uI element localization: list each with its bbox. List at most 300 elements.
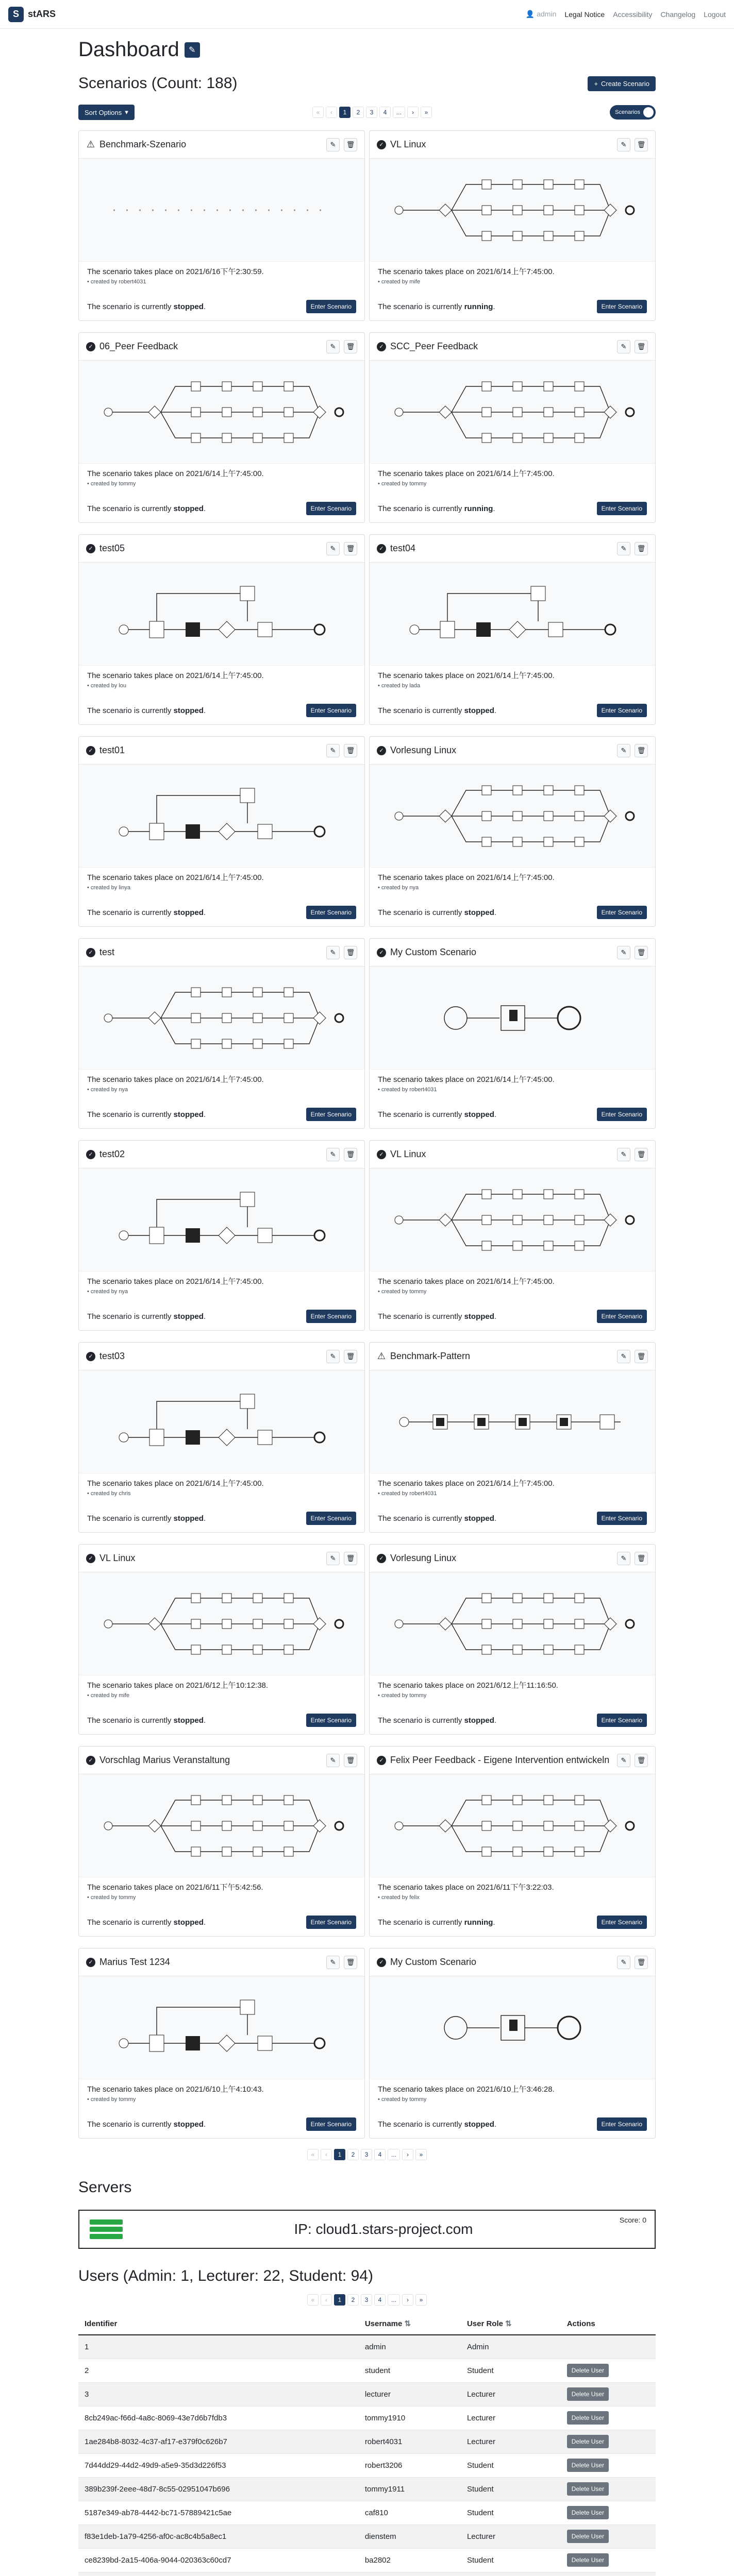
trash-icon: 🗑 — [346, 1756, 355, 1764]
user-actions — [561, 2501, 656, 2524]
scenario-creator: • created by tommy — [87, 481, 136, 487]
table-row — [78, 2430, 656, 2453]
scenario-time: The scenario takes place on 2021/6/10上午3:46:28. — [378, 2085, 555, 2094]
user-username: dienstem — [359, 2524, 461, 2548]
changelog-link[interactable]: Changelog — [660, 10, 696, 19]
page-link[interactable]: ... — [393, 107, 405, 118]
page-link[interactable]: › — [407, 107, 419, 118]
scenario-creator: • created by tommy — [378, 481, 427, 487]
edit-scenario-button[interactable] — [617, 1350, 630, 1363]
scenario-status: The scenario is currently stopped. — [87, 908, 206, 917]
edit-scenario-button[interactable] — [326, 744, 340, 757]
edit-scenario-button[interactable] — [617, 1552, 630, 1565]
edit-scenario-button[interactable] — [617, 946, 630, 959]
delete-scenario-button[interactable] — [344, 1148, 357, 1161]
scenario-creator: • created by nya — [87, 1087, 128, 1093]
user-identifier: f83e1deb-1a79-4256-af0c-ac8c4b5a8ec1 — [78, 2524, 359, 2548]
scenario-creator: • created by nya — [87, 1289, 128, 1295]
page-link[interactable]: « — [307, 2149, 319, 2160]
trash-icon: 🗑 — [346, 746, 355, 754]
delete-user-button[interactable]: Delete User — [567, 2530, 609, 2543]
enter-scenario-button[interactable]: Enter Scenario — [306, 2117, 356, 2131]
edit-scenario-button[interactable] — [326, 1956, 340, 1969]
toggle-knob — [643, 107, 654, 117]
user-role: Admin — [461, 2335, 561, 2359]
check-circle-icon: ✓ — [377, 140, 386, 149]
pencil-icon: ✎ — [621, 1150, 627, 1158]
scenario-pagination-bottom — [78, 2149, 656, 2160]
page-title: Dashboard ✎ — [78, 38, 656, 61]
user-username: tommy1911 — [359, 2477, 461, 2501]
user-actions — [561, 2548, 656, 2572]
scenario-diagram — [93, 1981, 351, 2074]
delete-user-button[interactable]: Delete User — [567, 2482, 609, 2496]
scenario-creator: • created by linya — [87, 885, 130, 891]
legal-notice-link[interactable]: Legal Notice — [564, 10, 605, 19]
warning-icon: ⚠ — [377, 1351, 386, 1361]
scenario-status: The scenario is currently stopped. — [378, 1514, 497, 1523]
user-actions — [561, 2430, 656, 2453]
page-link[interactable]: › — [402, 2149, 413, 2160]
page-link[interactable]: ‹ — [321, 2149, 332, 2160]
enter-scenario-button[interactable]: Enter Scenario — [306, 704, 356, 717]
scenario-card — [369, 1140, 656, 1331]
scenario-status: The scenario is currently stopped. — [87, 1110, 206, 1119]
pencil-icon: ✎ — [330, 1554, 336, 1562]
scenario-time: The scenario takes place on 2021/6/14上午7:45:00. — [87, 1479, 264, 1488]
enter-scenario-button[interactable]: Enter Scenario — [597, 2117, 647, 2131]
scenario-time: The scenario takes place on 2021/6/14上午7:45:00. — [87, 671, 264, 680]
delete-scenario-button[interactable] — [635, 542, 648, 555]
page-link[interactable]: 4 — [374, 2294, 386, 2306]
scenario-card — [78, 1746, 365, 1937]
check-circle-icon: ✓ — [86, 1958, 95, 1967]
enter-scenario-button[interactable]: Enter Scenario — [306, 1108, 356, 1121]
chevron-down-icon: ▾ — [125, 108, 128, 116]
scenario-card — [369, 130, 656, 321]
scenario-status: The scenario is currently stopped. — [87, 1716, 206, 1725]
trash-icon: 🗑 — [637, 140, 646, 148]
delete-scenario-button[interactable] — [344, 1754, 357, 1767]
scenario-status: The scenario is currently stopped. — [378, 1312, 497, 1321]
scenario-diagram — [383, 1174, 641, 1266]
scenario-card — [78, 534, 365, 725]
edit-scenario-button[interactable] — [617, 138, 630, 151]
scenario-card — [369, 332, 656, 523]
page-link[interactable]: » — [415, 2294, 427, 2306]
scenarios-toggle[interactable]: Scenarios — [610, 105, 656, 120]
scenario-status: The scenario is currently stopped. — [87, 504, 206, 513]
scenario-creator: • created by lou — [87, 683, 127, 689]
plus-icon: + — [594, 79, 598, 88]
pencil-icon: ✎ — [330, 342, 336, 350]
page-link[interactable]: ‹ — [326, 107, 337, 118]
scenario-creator: • created by chris — [87, 1490, 131, 1497]
servers-heading: Servers — [78, 2179, 132, 2196]
check-circle-icon: ✓ — [377, 1554, 386, 1563]
page-link[interactable]: « — [307, 2294, 319, 2306]
scenario-card — [78, 130, 365, 321]
edit-scenario-button[interactable] — [326, 1350, 340, 1363]
check-circle-icon: ✓ — [86, 1756, 95, 1765]
scenario-diagram — [93, 1780, 351, 1872]
scenario-diagram — [93, 568, 351, 660]
sort-icon: ⇅ — [404, 2319, 411, 2328]
trash-icon: 🗑 — [346, 140, 355, 148]
pencil-icon: ✎ — [330, 1958, 336, 1966]
user-identifier: 3 — [78, 2382, 359, 2406]
edit-scenario-button[interactable] — [617, 1956, 630, 1969]
table-row — [78, 2359, 656, 2382]
scenario-time: The scenario takes place on 2021/6/14上午7:45:00. — [87, 873, 264, 882]
scenario-creator: • created by tommy — [87, 1894, 136, 1901]
delete-scenario-button[interactable] — [344, 946, 357, 959]
users-pagination — [78, 2294, 656, 2306]
check-circle-icon: ✓ — [377, 1958, 386, 1967]
scenario-status: The scenario is currently stopped. — [87, 302, 206, 311]
scenario-diagram — [93, 770, 351, 862]
scenario-status: The scenario is currently stopped. — [87, 1312, 206, 1321]
check-circle-icon: ✓ — [377, 342, 386, 351]
user-identifier: 7d44dd29-44d2-49d9-a5e9-35d3d226f53 — [78, 2453, 359, 2477]
scenario-status: The scenario is currently running. — [378, 302, 495, 311]
trash-icon: 🗑 — [637, 1352, 646, 1360]
navbar — [0, 0, 734, 29]
enter-scenario-button[interactable]: Enter Scenario — [597, 704, 647, 717]
scenario-diagram-area — [370, 361, 655, 464]
table-row — [78, 2477, 656, 2501]
delete-scenario-button[interactable] — [635, 1350, 648, 1363]
scenario-time: The scenario takes place on 2021/6/12上午10:12:38. — [87, 1681, 269, 1690]
scenario-pagination — [312, 107, 432, 118]
scenario-creator: • created by robert4031 — [378, 1087, 437, 1093]
server-score: Score: 0 — [619, 2216, 646, 2224]
delete-scenario-button[interactable] — [635, 138, 648, 151]
scenario-status: The scenario is currently stopped. — [87, 1514, 206, 1523]
user-username: tommy1910 — [359, 2406, 461, 2430]
delete-scenario-button[interactable] — [635, 744, 648, 757]
scenario-card — [78, 1342, 365, 1533]
delete-user-button[interactable]: Delete User — [567, 2364, 609, 2377]
enter-scenario-button[interactable]: Enter Scenario — [597, 502, 647, 515]
scenario-card — [369, 534, 656, 725]
check-circle-icon: ✓ — [86, 948, 95, 957]
page-link[interactable]: » — [421, 107, 432, 118]
user-username: caf810 — [359, 2501, 461, 2524]
user-role: Lecturer — [461, 2524, 561, 2548]
enter-scenario-button[interactable]: Enter Scenario — [306, 1512, 356, 1525]
enter-scenario-button[interactable]: Enter Scenario — [306, 906, 356, 919]
scenario-title: 06_Peer Feedback — [99, 341, 178, 351]
pencil-icon: ✎ — [621, 1756, 627, 1764]
user-role: Lecturer — [461, 2430, 561, 2453]
delete-scenario-button[interactable] — [635, 340, 648, 353]
enter-scenario-button[interactable]: Enter Scenario — [597, 1916, 647, 1929]
scenario-card — [78, 1140, 365, 1331]
delete-scenario-button[interactable] — [344, 744, 357, 757]
user-identifier: 389b239f-2eee-48d7-8c55-02951047b696 — [78, 2477, 359, 2501]
enter-scenario-button[interactable]: Enter Scenario — [306, 300, 356, 313]
scenario-title: Vorlesung Linux — [390, 745, 457, 755]
edit-dashboard-button[interactable]: ✎ — [185, 42, 200, 58]
user-identifier — [78, 2572, 359, 2576]
delete-scenario-button[interactable] — [344, 1350, 357, 1363]
user-actions — [561, 2335, 656, 2359]
scenario-creator: • created by robert4031 — [378, 1490, 437, 1497]
brand[interactable] — [8, 7, 56, 22]
enter-scenario-button[interactable]: Enter Scenario — [597, 1108, 647, 1121]
trash-icon: 🗑 — [637, 1756, 646, 1764]
scenario-status: The scenario is currently stopped. — [378, 1110, 497, 1119]
enter-scenario-button[interactable]: Enter Scenario — [306, 502, 356, 515]
edit-scenario-button[interactable] — [326, 1754, 340, 1767]
page-link[interactable]: 1 — [334, 2294, 345, 2306]
page-link[interactable]: ‹ — [321, 2294, 332, 2306]
scenario-title: Marius Test 1234 — [99, 1957, 170, 1967]
column-identifier[interactable]: Identifier — [78, 2313, 359, 2335]
scenario-time: The scenario takes place on 2021/6/14上午7:45:00. — [378, 267, 555, 276]
page-link[interactable]: ... — [388, 2294, 400, 2306]
page-link[interactable]: 3 — [366, 107, 377, 118]
delete-user-button[interactable]: Delete User — [567, 2553, 609, 2567]
pencil-icon: ✎ — [330, 1150, 336, 1158]
scenario-diagram — [93, 972, 351, 1064]
scenario-time: The scenario takes place on 2021/6/14上午7:45:00. — [87, 1075, 264, 1084]
user-role: Student — [461, 2477, 561, 2501]
pencil-icon: ✎ — [330, 544, 336, 552]
trash-icon: 🗑 — [346, 342, 355, 350]
brand-name: stARS — [28, 9, 56, 19]
scenario-creator: • created by nya — [378, 885, 419, 891]
edit-scenario-button[interactable] — [617, 744, 630, 757]
user-actions — [561, 2382, 656, 2406]
delete-scenario-button[interactable] — [344, 1552, 357, 1565]
enter-scenario-button[interactable]: Enter Scenario — [597, 300, 647, 313]
scenario-creator: • created by tommy — [378, 2096, 427, 2103]
scenario-diagram — [93, 1174, 351, 1266]
user-username: lecturer — [359, 2382, 461, 2406]
user-actions — [561, 2524, 656, 2548]
scenario-title: test03 — [99, 1351, 125, 1361]
logout-link[interactable]: Logout — [704, 10, 726, 19]
scenario-diagram — [383, 972, 641, 1064]
scenario-diagram-area — [79, 1370, 364, 1473]
table-row — [78, 2406, 656, 2430]
scenario-diagram-area — [79, 361, 364, 464]
enter-scenario-button[interactable]: Enter Scenario — [306, 1916, 356, 1929]
scenario-status: The scenario is currently stopped. — [378, 2120, 497, 2129]
scenario-card — [369, 1948, 656, 2139]
scenario-time: The scenario takes place on 2021/6/14上午7:45:00. — [378, 1277, 555, 1286]
scenario-diagram — [93, 164, 351, 257]
enter-scenario-button[interactable]: Enter Scenario — [597, 1714, 647, 1727]
scenario-creator: • created by robert4031 — [87, 279, 146, 285]
scenario-diagram — [93, 366, 351, 459]
pencil-icon: ✎ — [330, 746, 336, 754]
page-link[interactable]: 2 — [347, 2149, 359, 2160]
users-table — [78, 2313, 656, 2576]
trash-icon: 🗑 — [346, 1958, 355, 1966]
check-circle-icon: ✓ — [86, 342, 95, 351]
scenario-status: The scenario is currently stopped. — [378, 908, 497, 917]
edit-scenario-button[interactable] — [326, 1148, 340, 1161]
page-link[interactable]: 4 — [374, 2149, 386, 2160]
scenario-status: The scenario is currently running. — [378, 504, 495, 513]
scenario-creator: • created by tommy — [87, 2096, 136, 2103]
page-link[interactable]: ... — [388, 2149, 400, 2160]
table-row — [78, 2453, 656, 2477]
pencil-icon: ✎ — [621, 1352, 627, 1360]
scenario-time: The scenario takes place on 2021/6/14上午7:45:00. — [87, 469, 264, 478]
scenario-time: The scenario takes place on 2021/6/14上午7:45:00. — [378, 671, 555, 680]
column-user-role[interactable]: User Role ⇅ — [461, 2313, 561, 2335]
page-link[interactable]: 3 — [361, 2149, 372, 2160]
check-circle-icon: ✓ — [86, 746, 95, 755]
page-link[interactable]: « — [312, 107, 324, 118]
user-username: ba2802 — [359, 2548, 461, 2572]
scenario-status: The scenario is currently stopped. — [378, 706, 497, 715]
scenario-title: test05 — [99, 543, 125, 553]
page-link[interactable]: 2 — [347, 2294, 359, 2306]
page-link[interactable]: › — [402, 2294, 413, 2306]
table-row — [78, 2572, 656, 2576]
enter-scenario-button[interactable]: Enter Scenario — [306, 1714, 356, 1727]
delete-user-button[interactable]: Delete User — [567, 2506, 609, 2519]
scenario-status: The scenario is currently stopped. — [87, 1918, 206, 1927]
scenario-diagram-area — [370, 1572, 655, 1675]
pencil-icon: ✎ — [330, 1756, 336, 1764]
page-link[interactable]: 2 — [353, 107, 364, 118]
delete-scenario-button[interactable] — [344, 542, 357, 555]
scenario-time: The scenario takes place on 2021/6/14上午7:45:00. — [378, 469, 555, 478]
delete-scenario-button[interactable] — [344, 1956, 357, 1969]
scenario-diagram-area — [79, 159, 364, 262]
edit-scenario-button[interactable] — [326, 138, 340, 151]
scenario-diagram-area — [370, 1774, 655, 1877]
create-scenario-button[interactable]: + Create Scenario — [588, 76, 656, 91]
scenario-diagram-area — [79, 765, 364, 868]
scenario-card — [369, 1342, 656, 1533]
delete-scenario-button[interactable] — [635, 1956, 648, 1969]
delete-user-button[interactable]: Delete User — [567, 2459, 609, 2472]
scenario-time: The scenario takes place on 2021/6/11下午5:42:56. — [87, 1883, 263, 1892]
enter-scenario-button[interactable]: Enter Scenario — [597, 1310, 647, 1323]
scenario-creator: • created by felix — [378, 1894, 420, 1901]
pencil-icon: ✎ — [621, 1958, 627, 1966]
delete-scenario-button[interactable] — [344, 340, 357, 353]
scenario-creator: • created by mife — [87, 1692, 130, 1699]
scenario-time: The scenario takes place on 2021/6/14上午7:45:00. — [378, 1075, 555, 1084]
table-row — [78, 2335, 656, 2359]
trash-icon: 🗑 — [637, 746, 646, 754]
page-link[interactable]: 4 — [379, 107, 391, 118]
scenario-diagram-area — [370, 159, 655, 262]
scenario-title: Felix Peer Feedback - Eigene Intervention entwickeln — [390, 1755, 610, 1765]
page-link[interactable]: » — [415, 2149, 427, 2160]
edit-scenario-button[interactable] — [617, 1754, 630, 1767]
scenario-diagram-area — [370, 765, 655, 868]
edit-scenario-button[interactable] — [326, 946, 340, 959]
check-circle-icon: ✓ — [377, 746, 386, 755]
scenario-creator: • created by tommy — [378, 1692, 427, 1699]
delete-scenario-button[interactable] — [635, 946, 648, 959]
scenario-diagram-area — [370, 1976, 655, 2079]
check-circle-icon: ✓ — [377, 544, 386, 553]
scenario-diagram — [383, 568, 641, 660]
edit-scenario-button[interactable] — [326, 1552, 340, 1565]
scenario-grid — [78, 130, 656, 2139]
server-ip: IP: cloud1.stars-project.com — [294, 2221, 473, 2237]
delete-user-button[interactable]: Delete User — [567, 2435, 609, 2448]
user-role — [461, 2572, 561, 2576]
enter-scenario-button[interactable]: Enter Scenario — [597, 1512, 647, 1525]
user-role: Student — [461, 2548, 561, 2572]
scenario-diagram — [383, 366, 641, 459]
pencil-icon: ✎ — [621, 948, 627, 956]
delete-scenario-button[interactable] — [635, 1552, 648, 1565]
accessibility-link[interactable]: Accessibility — [613, 10, 653, 19]
scenario-title: test04 — [390, 543, 416, 553]
scenario-title: Benchmark-Pattern — [390, 1351, 471, 1361]
scenario-card — [78, 938, 365, 1129]
scenario-title: VL Linux — [390, 139, 426, 149]
scenario-card — [78, 332, 365, 523]
user-username — [359, 2572, 461, 2576]
check-circle-icon: ✓ — [377, 948, 386, 957]
scenarios-heading: Scenarios (Count: 188) — [78, 75, 238, 92]
scenario-time: The scenario takes place on 2021/6/14上午7:45:00. — [378, 873, 555, 882]
delete-scenario-button[interactable] — [635, 1148, 648, 1161]
scenario-diagram — [383, 1780, 641, 1872]
edit-scenario-button[interactable] — [617, 340, 630, 353]
edit-scenario-button[interactable] — [617, 1148, 630, 1161]
scenario-title: test — [99, 947, 115, 957]
enter-scenario-button[interactable]: Enter Scenario — [306, 1310, 356, 1323]
delete-scenario-button[interactable] — [344, 138, 357, 151]
trash-icon: 🗑 — [637, 1150, 646, 1158]
column-username[interactable]: Username ⇅ — [359, 2313, 461, 2335]
scenario-title: My Custom Scenario — [390, 1957, 477, 1967]
scenario-title: SCC_Peer Feedback — [390, 341, 478, 351]
edit-scenario-button[interactable] — [326, 340, 340, 353]
sort-options-button[interactable]: Sort Options ▾ — [78, 105, 135, 120]
pencil-icon: ✎ — [330, 1352, 336, 1360]
scenario-time: The scenario takes place on 2021/6/11下午3:22:03. — [378, 1883, 554, 1892]
edit-scenario-button[interactable] — [617, 542, 630, 555]
trash-icon: 🗑 — [637, 948, 646, 956]
table-row — [78, 2548, 656, 2572]
pencil-icon: ✎ — [621, 342, 627, 350]
user-actions — [561, 2453, 656, 2477]
enter-scenario-button[interactable]: Enter Scenario — [597, 906, 647, 919]
scenario-time: The scenario takes place on 2021/6/14上午7:45:00. — [87, 1277, 264, 1286]
trash-icon: 🗑 — [637, 1554, 646, 1562]
check-circle-icon: ✓ — [86, 544, 95, 553]
server-icon — [90, 2219, 123, 2239]
page-link[interactable]: 3 — [361, 2294, 372, 2306]
user-username: robert4031 — [359, 2430, 461, 2453]
page-link[interactable]: 1 — [334, 2149, 345, 2160]
delete-scenario-button[interactable] — [635, 1754, 648, 1767]
delete-user-button[interactable]: Delete User — [567, 2411, 609, 2425]
scenario-status: The scenario is currently running. — [378, 1918, 495, 1927]
stars-logo-icon: S — [8, 7, 24, 22]
delete-user-button[interactable]: Delete User — [567, 2387, 609, 2401]
scenario-diagram — [383, 1376, 641, 1468]
edit-scenario-button[interactable] — [326, 542, 340, 555]
scenario-creator: • created by lada — [378, 683, 421, 689]
page-link[interactable]: 1 — [339, 107, 351, 118]
